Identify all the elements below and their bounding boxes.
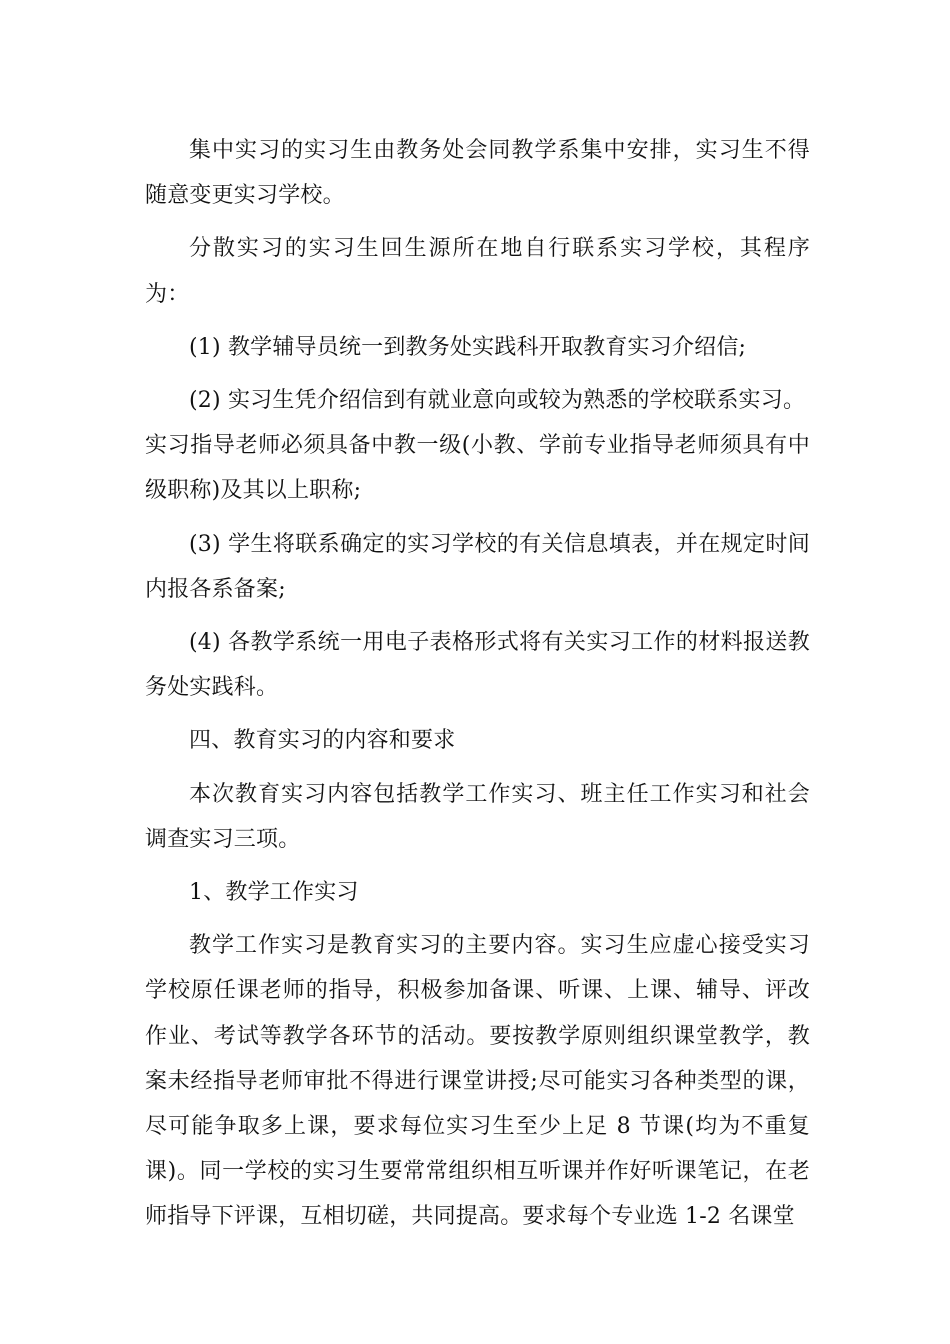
paragraph: 教学工作实习是教育实习的主要内容。实习生应虚心接受实习学校原任课老师的指导，积极参加备课、听课、上课、辅导、评改作业、考试等教学各环节的活动。要按教学原则组织课堂教学，教案未经指导老师审批不得进行课堂讲授;尽可能实习各种类型的课，尽可能争取多上课，要求每位实习生至少上足 8 节课(均为不重复课)。同一学校的实习生要常常组织相互听课并作好听课笔记，在老师指导下评课，互相切磋，共同提高。要求每个专业选 1-2 名课堂	[145, 933, 810, 1230]
paragraph: 实习指导老师必须具备中教一级(小教、学前专业指导老师须具有中级职称)及其以上职称;	[145, 433, 810, 504]
paragraph: (1) 教学辅导员统一到教务处实践科开取教育实习介绍信;	[189, 334, 747, 360]
document-body	[145, 128, 810, 1240]
paragraph: 分散实习的实习生回生源所在地自行联系实习学校，其程序为：	[145, 236, 810, 307]
subsection-heading: 1、教学工作实习	[189, 880, 359, 906]
paragraph: 集中实习的实习生由教务处会同教学系集中安排，实习生不得随意变更实习学校。	[145, 138, 810, 209]
paragraph: (2) 实习生凭介绍信到有就业意向或较为熟悉的学校联系实习。	[189, 388, 806, 414]
paragraph: 本次教育实习内容包括教学工作实习、班主任工作实习和社会调查实习三项。	[145, 781, 810, 852]
paragraph: (3) 学生将联系确定的实习学校的有关信息填表，并在规定时间内报各系备案;	[145, 531, 810, 602]
section-heading: 四、教育实习的内容和要求	[189, 728, 456, 754]
paragraph: (4) 各教学系统一用电子表格形式将有关实习工作的材料报送教务处实践科。	[145, 630, 810, 701]
